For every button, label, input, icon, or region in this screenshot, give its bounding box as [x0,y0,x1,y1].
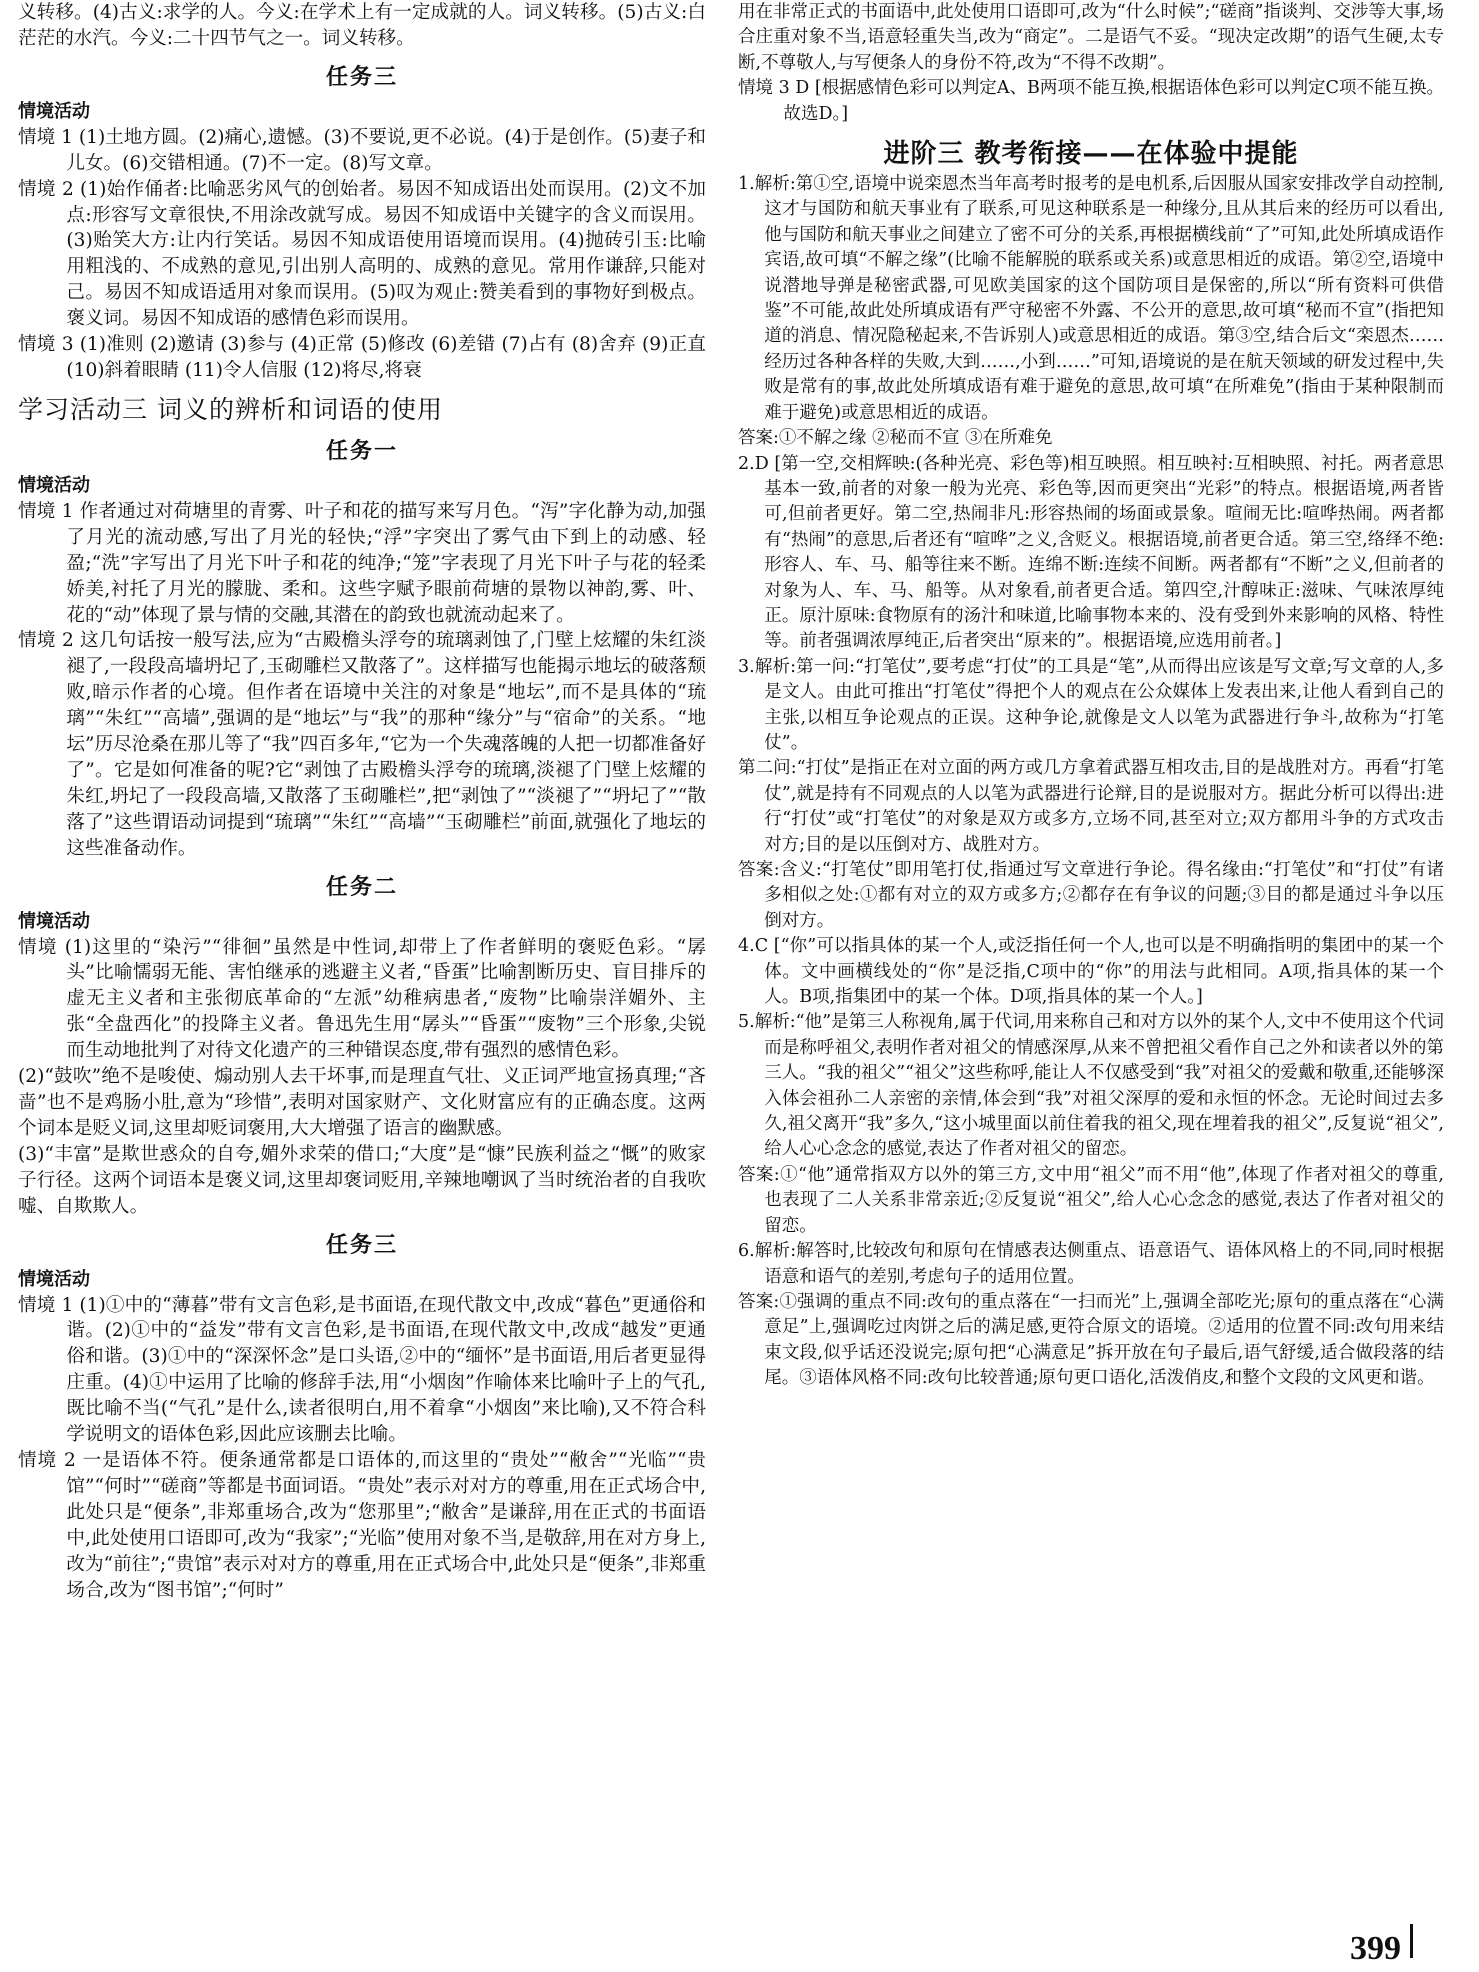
question-6-analysis: 6.解析:解答时,比较改句和原句在情感表达侧重点、语意语气、语体风格上的不同,同时根据语意和语气的差别,考虑句子的适用位置。 [738,1241,1444,1287]
question-1-analysis: 1.解析:第①空,语境中说栾恩杰当年高考时报考的是电机系,后因服从国家安排改学自动控制,这才与国防和航天事业有了联系,可见这种联系是一种缘分,且从其后来的经历可以看出,他与国防和航天事业之间建立了密不可分的关系,再根据横线前“了”可知,此处所填成语作宾语,故可填“不解之缘”(比喻不能解脱的联系或关系)或意思相近的成语。第②空,语境中说潜地导弹是秘密武器,可见欧美国家的这个国防项目是保密的,所以“所有资料可供借鉴”不可能,故此处所填成语有严守秘密不外露、不公开的意思,故可填“秘而不宣”(指把知道的消息、情况隐秘起来,不告诉别人)或意思相近的成语。第③空,结合后文“栾恩杰……经历过各种各样的失败,大到……,小到……”可知,语境说的是在航天领域的研发过程中,失败是常有的事,故此处所填成语有难于避免的意思,故可填“在所难免”(指由于某种限制而难于避免)或意思相近的成语。 [738,174,1444,423]
task3-scenario-1: 情境 1 (1)土地方圆。(2)痛心,遗憾。(3)不要说,更不必说。(4)于是创作。(5)妻子和儿女。(6)交错相通。(7)不一定。(8)写文章。 [18,126,706,174]
question-3-answer: 答案:含义:“打笔仗”即用笔打仗,指通过写文章进行争论。得名缘由:“打笔仗”和“打仗”有诸多相似之处:①都有对立的双方或多方;②都存在有争议的问题;③目的都是通过斗争以压倒对方。 [738,860,1444,931]
task3-scenario-3: 情境 3 (1)准则 (2)邀请 (3)参与 (4)正常 (5)修改 (6)差错 (7)占有 (8)舍弃 (9)正直 (10)斜着眼睛 (11)令人信服 (12)将尽,将衰 [18,334,706,381]
task2-scenario-1: 情境 (1)这里的“染污”“徘徊”虽然是中性词,却带上了作者鲜明的褒贬色彩。“孱头”比喻懦弱无能、害怕继承的逃避主义者,“昏蛋”比喻割断历史、盲目排斥的虚无主义者和主张彻底革命的“左派”幼稚病患者,“废物”比喻崇洋媚外、主张“全盘西化”的投降主义者。鲁迅先生用“孱头”“昏蛋”“废物”三个形象,尖锐而生动地批判了对待文化遗产的三种错误态度,带有强烈的感情色彩。 [18,936,706,1062]
question-5-analysis: 5.解析:“他”是第三人称视角,属于代词,用来称自己和对方以外的某个人,文中不使用这个代词而是称呼祖父,表明作者对祖父的情感深厚,从来不曾把祖父看作自己之外和读者以外的第三人。“我的祖父”“祖父”这些称呼,能让人不仅感受到“我”对祖父的爱戴和敬重,还能够深入体会祖孙二人亲密的亲情,体会到“我”对祖父深厚的爱和永恒的怀念。无论时间过去多久,祖父离开“我”多久,“这小城里面以前住着我的祖父,现在埋着我的祖父”,反复说“祖父”,给人心心念念的感觉,表达了作者对祖父的留恋。 [738,1012,1444,1160]
page-number: 399 [1350,1930,1401,1967]
question-4: 4.C [“你”可以指具体的某一个人,或泛指任何一个人,也可以是不明确指明的集团中的某一个体。文中画横线处的“你”是泛指,C项中的“你”的用法与此相同。A项,指具体的某一个人。B项,指集团中的某一个体。D项,指具体的某一个人。] [738,936,1444,1008]
activity-label: 情境活动 [18,100,90,122]
task2-scenario-2: (2)“鼓吹”绝不是唆使、煽动别人去干坏事,而是理直气壮、义正词严地宣扬真理;“吝啬”也不是鸡肠小肚,意为“珍惜”,表明对国家财产、文化财富应有的正确态度。这两个词本是贬义词,这里却贬词褒用,大大增强了语言的幽默感。 [18,1066,706,1139]
task1-scenario-1: 情境 1 作者通过对荷塘里的青雾、叶子和花的描写来写月色。“泻”字化静为动,加强了月光的流动感,写出了月光的轻快;“浮”字突出了雾气由下到上的动感、轻盈;“洗”字写出了月光下叶子和花的纯净;“笼”字表现了月光下叶子与花的轻柔娇美,衬托了月光的朦胧、柔和。这些字赋予眼前荷塘的景物以神韵,雾、叶、花的“动”体现了景与情的交融,其潜在的韵致也就流动起来了。 [18,500,706,626]
task2-scenario-3: (3)“丰富”是欺世惑众的自夸,媚外求荣的借口;“大度”是“慷”民族利益之“慨”的败家子行径。这两个词语本是褒义词,这里却褒词贬用,辛辣地嘲讽了当时统治者的自我吹嘘、自欺欺人。 [18,1143,706,1217]
question-2: 2.D [第一空,交相辉映:(各种光亮、彩色等)相互映照。相互映衬:互相映照、衬托。两者意思基本一致,前者的对象一般为光亮、彩色等,因而更突出“光彩”的特点。根据语境,两者皆可,但前者更好。第二空,热闹非凡:形容热闹的场面或景象。喧闹无比:喧哗热闹。两者都有“热闹”的意思,后者还有“喧哗”之义,含贬义。根据语境,前者更合适。第三空,络绎不绝:形容人、车、马、船等往来不断。连绵不断:连续不间断。两者都有“不断”之义,但前者的对象为人、车、马、船等。从对象看,前者更合适。第四空,汁醇味正:滋味、气味浓厚纯正。原汁原味:食物原有的汤汁和味道,比喻事物本来的、没有受到外来影响的风格、特性等。前者强调浓厚纯正,后者突出“原来的”。根据语境,应选用前者。] [738,453,1444,652]
activity-label: 情境活动 [18,474,90,496]
activity-label: 情境活动 [18,1268,90,1290]
task2-heading: 任务二 [325,874,398,900]
task3b-scenario-1: 情境 1 (1)①中的“薄暮”带有文言色彩,是书面语,在现代散文中,改成“暮色”更通俗和谐。(2)①中的“益发”带有文言色彩,是书面语,在现代散文中,改成“越发”更通俗和谐。(3)①中的“深深怀念”是口头语,②中的“缅怀”是书面语,用后者更显得庄重。(4)①中运用了比喻的修辞手法,用“小烟囱”作喻体来比喻叶子上的气孔,既比喻不当(“气孔”是什么,读者很明白,用不着拿“小烟囱”来比喻),又不符合科学说明文的语体色彩,因此应该删去比喻。 [18,1294,706,1446]
task3-heading: 任务三 [325,64,398,90]
right-column [738,0,1444,1392]
task3-scenario-2: 情境 2 (1)始作俑者:比喻恶劣风气的创始者。易因不知成语出处而误用。(2)文不加点:形容写文章很快,不用涂改就写成。易因不知成语中关键字的含义而误用。(3)贻笑大方:让内行笑话。易因不知成语使用语境而误用。(4)抛砖引玉:比喻用粗浅的、不成熟的意见,引出别人高明的、成熟的意见。常用作谦辞,只能对己。易因不知成语适用对象而误用。(5)叹为观止:赞美看到的事物好到极点。褒义词。易因不知成语的感情色彩而误用。 [18,178,706,330]
question-1-answer: 答案:①不解之缘 ②秘而不宣 ③在所难免 [738,428,1053,449]
activity-label: 情境活动 [18,910,90,932]
right-top-paragraph: 用在非常正式的书面语中,此处使用口语即可,改为“什么时候”;“磋商”指谈判、交涉等大事,场合庄重对象不当,语意轻重失当,改为“商定”。二是语气不妥。“现决定改期”的语气生硬,太专断,不尊敬人,与写便条人的身份不符,改为“不得不改期”。 [738,2,1444,73]
question-6-answer: 答案:①强调的重点不同:改句的重点落在“一扫而光”上,强调全部吃光;原句的重点落在“心满意足”上,强调吃过肉饼之后的满足感,更符合原文的语境。②适用的位置不同:改句用来结束文段,似乎话还没说完;原句把“心满意足”拆开放在句子最后,语气舒缓,适合做段落的结尾。③语体风格不同:改句比较普通;原句更口语化,活泼俏皮,和整个文段的文风更和谐。 [738,1291,1444,1389]
task1-heading: 任务一 [325,438,398,464]
advanced-section-title: 进阶三 教考衔接——在体验中提能 [883,139,1299,170]
question-3-analysis-b: 第二问:“打仗”是指正在对立面的两方或几方拿着武器互相攻击,目的是战胜对方。再看“打笔仗”,就是持有不同观点的人以笔为武器进行论辩,目的是说服对方。据此分析可以得出:进行“打仗”或“打笔仗”的对象是双方或多方,立场不同,甚至对立;双方都用斗争的方式攻击对方;目的是以压倒对方、战胜对方。 [738,758,1444,855]
left-column [18,0,706,1603]
right-scenario-3: 情境 3 D [根据感情色彩可以判定A、B两项不能互换,根据语体色彩可以判定C项不能互换。故选D。] [738,78,1444,124]
left-top-paragraph: 义转移。(4)古义:求学的人。今义:在学术上有一定成就的人。词义转移。(5)古义:白茫茫的水汽。今义:二十四节气之一。词义转移。 [18,2,706,49]
task3b-heading: 任务三 [325,1232,398,1258]
task1-scenario-2: 情境 2 这几句话按一般写法,应为“古殿檐头浮夸的琉璃剥蚀了,门壁上炫耀的朱红淡褪了,一段段高墙坍圮了,玉砌雕栏又散落了”。这样描写也能揭示地坛的破落颓败,暗示作者的心境。但作者在语境中关注的对象是“地坛”,而不是具体的“琉璃”“朱红”“高墙”,强调的是“地坛”与“我”的那种“缘分”与“宿命”的关系。“地坛”历尽沧桑在那儿等了“我”四百多年,“它为一个失魂落魄的人把一切都准备好了”。它是如何准备的呢?它“剥蚀了古殿檐头浮夸的琉璃,淡褪了门壁上炫耀的朱红,坍圮了一段段高墙,又散落了玉砌雕栏”,把“剥蚀了”“淡褪了”“坍圮了”“散落了”这些谓语动词提到“琉璃”“朱红”“高墙”“玉砌雕栏”前面,就强化了地坛的这些准备动作。 [18,630,706,859]
question-5-answer: 答案:①“他”通常指双方以外的第三方,文中用“祖父”而不用“他”,体现了作者对祖父的尊重,也表现了二人关系非常亲近;②反复说“祖父”,给人心心念念的感觉,表达了作者对祖父的留恋。 [738,1164,1444,1236]
page-number-bar [1410,1924,1413,1958]
task3b-scenario-2: 情境 2 一是语体不符。便条通常都是口语体的,而这里的“贵处”“敝舍”“光临”“贵馆”“何时”“磋商”等都是书面词语。“贵处”表示对对方的尊重,用在正式场合中,此处只是“便条”,非郑重场合,改为“您那里”;“敝舍”是谦辞,用在正式的书面语中,此处使用口语即可,改为“我家”;“光临”使用对象不当,是敬辞,用在对方身上,改为“前往”;“贵馆”表示对对方的尊重,用在正式场合中,此处只是“便条”,非郑重场合,改为“图书馆”;“何时” [18,1449,706,1601]
section-title: 学习活动三 词义的辨析和词语的使用 [18,394,443,424]
question-3-analysis: 3.解析:第一问:“打笔仗”,要考虑“打仗”的工具是“笔”,从而得出应该是写文章;写文章的人,多是文人。由此可推出“打笔仗”得把个人的观点在公众媒体上发表出来,让他人看到自己的主张,以相互争论观点的正误。这种争论,就像是文人以笔为武器进行争斗,故称为“打笔仗”。 [738,656,1444,753]
